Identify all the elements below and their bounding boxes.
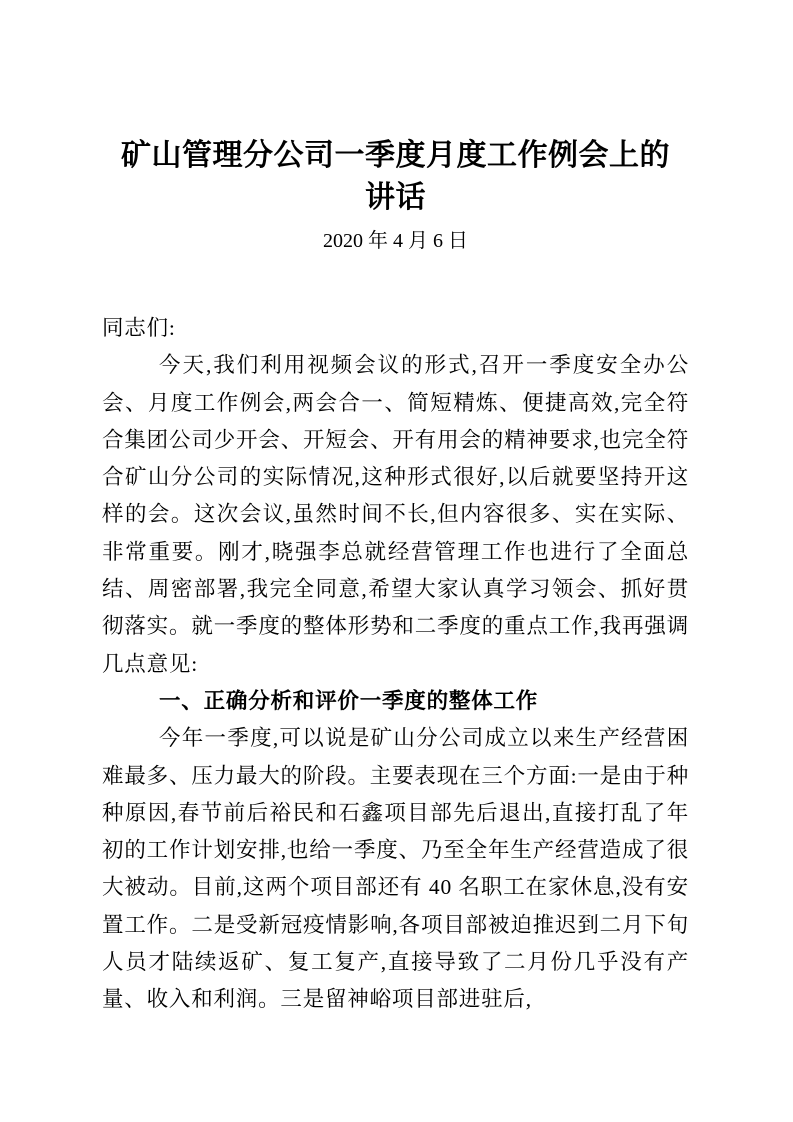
paragraph-container xyxy=(102,347,689,1018)
document-date: 2020 年 4 月 6 日 xyxy=(323,230,468,252)
body-paragraph: 今年一季度,可以说是矿山分公司成立以来生产经营困难最多、压力最大的阶段。主要表现在三个方面:一是由于种种原因,春节前后裕民和石鑫项目部先后退出,直接打乱了年初的工作计划安排,也给一季度、乃至全年生产经营造成了很大被动。目前,这两个项目部还有 40 名职工在家休息,没有安置工作。二是受新冠疫情影响,各项目部被迫推迟到二月下旬人员才陆续返矿、复工复产,直接导致了二月份几乎没有产量、收入和利润。三是留神峪项目部进驻后, xyxy=(102,726,689,1012)
document-title xyxy=(102,135,689,219)
document-title-line-2: 讲话 xyxy=(365,181,426,214)
salutation: 同志们: xyxy=(102,316,176,340)
body-paragraph: 今天,我们利用视频会议的形式,召开一季度安全办公会、月度工作例会,两会合一、简短精炼、便捷高效,完全符合集团公司少开会、开短会、开有用会的精神要求,也完全符合矿山分公司的实际情况,这种形式很好,以后就要坚持开这样的会。这次会议,虽然时间不长,但内容很多、实在实际、非常重要。刚才,晓强李总就经营管理工作也进行了全面总结、周密部署,我完全同意,希望大家认真学习领会、抓好贯彻落实。就一季度的整体形势和二季度的重点工作,我再强调几点意见: xyxy=(102,353,689,676)
document-body xyxy=(102,310,689,1019)
section-heading: 一、正确分析和评价一季度的整体工作 xyxy=(159,688,539,713)
document-title-line-1: 矿山管理分公司一季度月度工作例会上的 xyxy=(121,139,670,172)
